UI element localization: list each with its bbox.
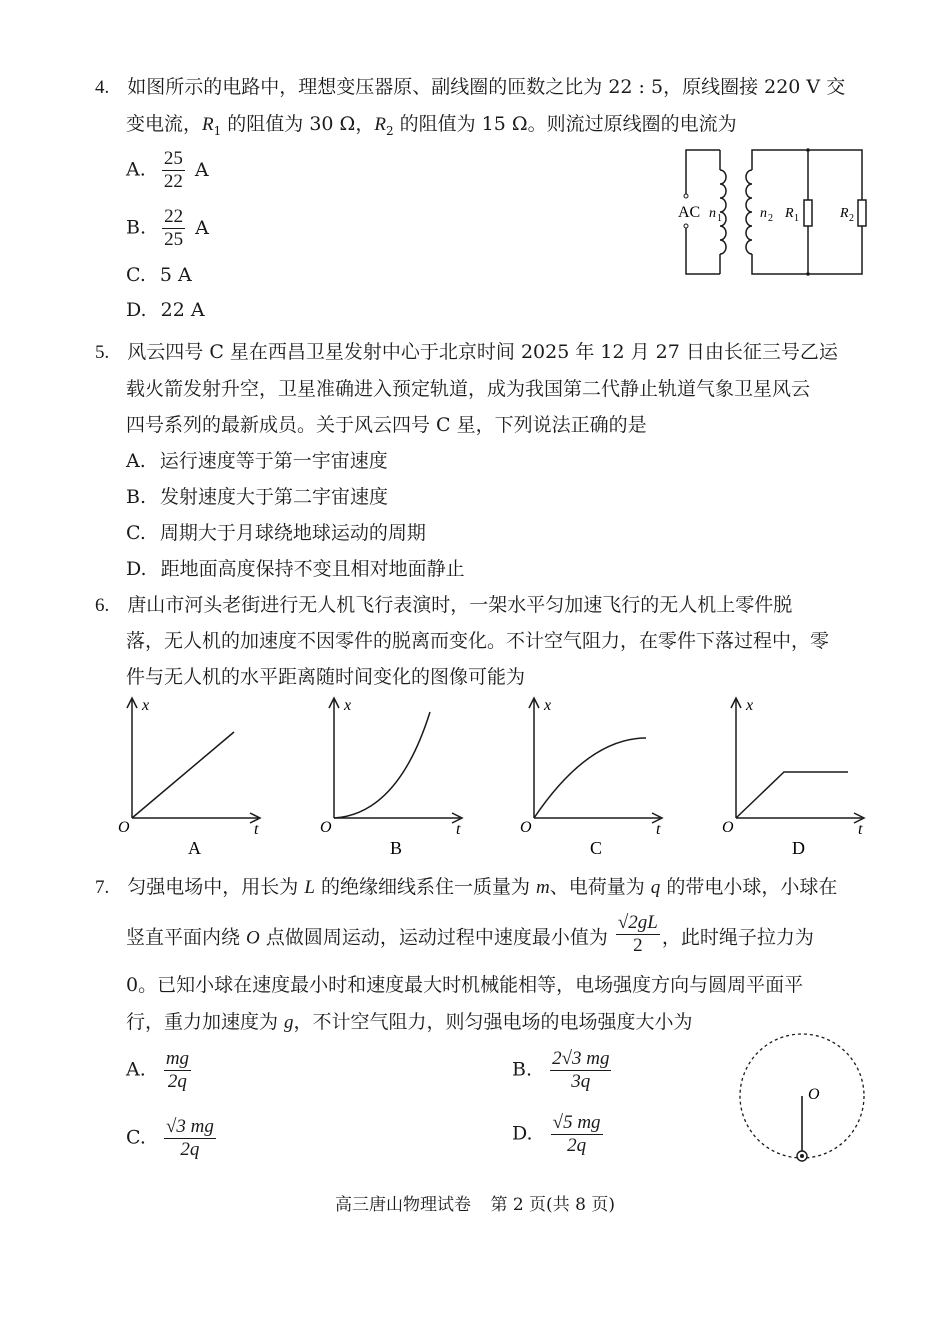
graph-c-y-label: x	[544, 697, 552, 714]
q4-option-b: B. $\frac{22}{25}$ A	[126, 206, 209, 250]
page-footer	[0, 1190, 950, 1215]
graph-b-caption: B	[390, 838, 403, 858]
graph-a-x-label: t	[254, 821, 259, 838]
graph-a-curve	[132, 732, 234, 818]
graph-d-origin: O	[722, 819, 734, 836]
graph-c-x-label: t	[656, 821, 661, 838]
q6-line2: 落，无人机的加速度不因零件的脱离而变化。不计空气阻力，在零件下落过程中，零	[126, 630, 830, 652]
q5-line1: 5. 风云四号 C 星在西昌卫星发射中心于北京时间 2025 年 12 月 27 日由长征三号乙运	[95, 341, 838, 363]
q4-option-a: A. $\frac{25}{22}$ A	[126, 148, 209, 192]
r1-label: R	[785, 206, 794, 221]
n2-label: n	[760, 206, 767, 221]
center-o-label: O	[808, 1086, 820, 1103]
r2-label: R	[840, 206, 849, 221]
graph-a-origin: O	[118, 819, 130, 836]
transformer-circuit-diagram	[676, 144, 872, 280]
q7-line4: 行，重力加速度为 g，不计空气阻力，则匀强电场的电场强度大小为	[126, 1011, 693, 1033]
q7-line3: 0。已知小球在速度最小时和速度最大时机械能相等，电场强度方向与圆周平面平	[126, 974, 804, 996]
footer-title: 高三唐山物理试卷	[335, 1195, 472, 1215]
graph-c-curve	[534, 738, 646, 818]
graph-b-y-label: x	[344, 697, 352, 714]
q5-option-c: C. 周期大于月球绕地球运动的周期	[126, 522, 426, 544]
q5-option-b: B. 发射速度大于第二宇宙速度	[126, 486, 389, 508]
q7-line2: 竖直平面内绕 O 点做圆周运动，运动过程中速度最小值为 $\frac{√2gL}{2}$ ，此时绳子拉力为	[126, 912, 814, 956]
graph-d-x-label: t	[858, 821, 863, 838]
q7-line1: 7. 匀强电场中，用长为 L 的绝缘细线系住一质量为 m、电荷量为 q 的带电小球，小球在	[95, 876, 838, 898]
graph-a-y-label: x	[142, 697, 150, 714]
graph-d-curve	[736, 772, 848, 818]
q4-line1: 4. 如图所示的电路中，理想变压器原、副线圈的匝数之比为 22 : 5，原线圈接 220 V 交	[95, 76, 846, 98]
q7-option-b: B. $\frac{2√3 mg}{3q}$	[512, 1048, 610, 1092]
graph-c-origin: O	[520, 819, 532, 836]
graph-a	[116, 692, 266, 860]
graph-d-y-label: x	[746, 697, 754, 714]
graph-d	[720, 692, 870, 860]
graph-b-x-label: t	[456, 821, 461, 838]
q6-line3: 件与无人机的水平距离随时间变化的图像可能为	[126, 666, 526, 688]
graph-c	[518, 692, 668, 860]
n2-sub: 2	[768, 213, 773, 224]
graph-b-curve	[334, 712, 430, 818]
n1-sub: 1	[717, 213, 722, 224]
graph-b	[318, 692, 468, 860]
q5-option-a: A. 运行速度等于第一宇宙速度	[126, 450, 388, 472]
graph-c-caption: C	[590, 838, 603, 858]
footer-page-number: 第 2 页(共 8 页)	[490, 1195, 615, 1215]
graph-d-caption: D	[792, 838, 805, 858]
q6-line1: 6. 唐山市河头老街进行无人机飞行表演时，一架水平匀加速飞行的无人机上零件脱	[95, 594, 793, 616]
q5-line2: 载火箭发射升空，卫星准确进入预定轨道，成为我国第二代静止轨道气象卫星风云	[126, 378, 811, 400]
r1-sub: 1	[794, 213, 799, 224]
graph-b-origin: O	[320, 819, 332, 836]
q5-option-d: D. 距地面高度保持不变且相对地面静止	[126, 558, 465, 580]
r2-sub: 2	[849, 213, 854, 224]
q7-option-c: C. $\frac{√3 mg}{2q}$	[126, 1116, 214, 1160]
q7-option-d: D. $\frac{√5 mg}{2q}$	[512, 1112, 601, 1156]
circular-motion-figure	[734, 1030, 870, 1166]
q5-line3: 四号系列的最新成员。关于风云四号 C 星，下列说法正确的是	[126, 414, 647, 436]
q4-option-d: D. 22 A	[126, 299, 205, 321]
graph-a-caption: A	[188, 838, 201, 858]
ac-label: AC	[678, 204, 701, 221]
q7-option-a: A. $\frac{mg}{2q}$	[126, 1048, 190, 1092]
q4-option-c: C. 5 A	[126, 264, 192, 286]
n1-label: n	[709, 206, 716, 221]
q4-line2: 变电流，$R_1$ 的阻值为 30 Ω，$R_2$ 的阻值为 15 Ω。则流过原线圈的电流为	[126, 113, 737, 138]
